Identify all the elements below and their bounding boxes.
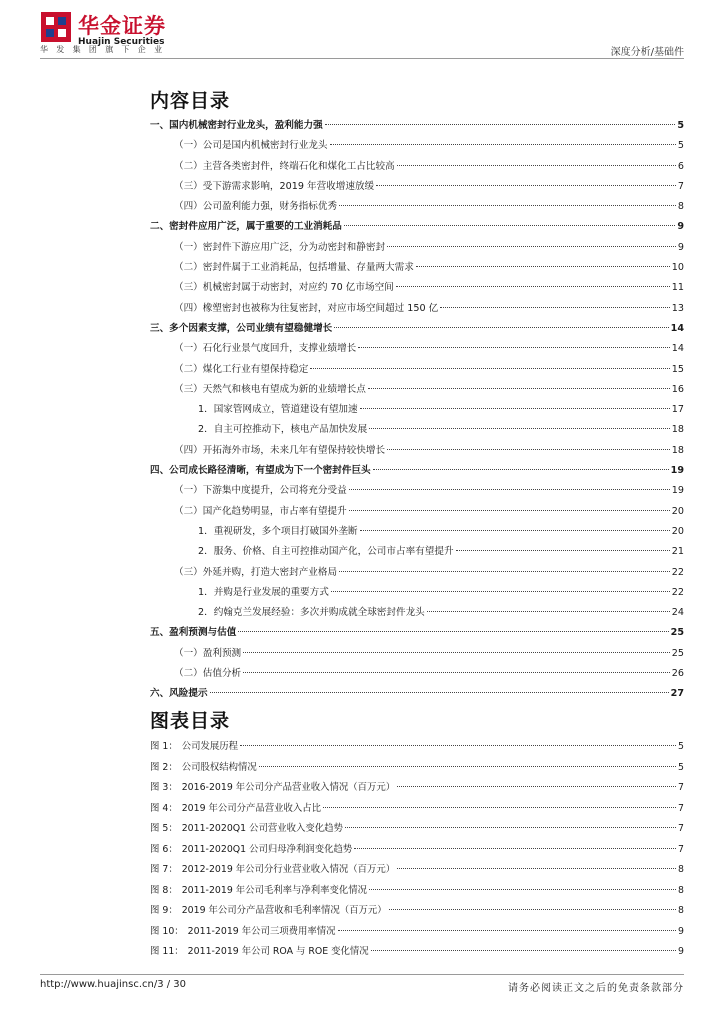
toc-entry[interactable]: [150, 441, 684, 461]
dot-leader: [338, 930, 677, 931]
toc-entry-page: 22: [671, 566, 684, 578]
footer-url-page[interactable]: http://www.huajinsc.cn/3 / 30: [40, 979, 187, 990]
toc-entry[interactable]: [150, 157, 684, 177]
dot-leader: [349, 510, 670, 511]
dot-leader: [456, 550, 670, 551]
toc-entry[interactable]: [150, 197, 684, 217]
dot-leader: [331, 591, 670, 592]
dot-leader: [330, 144, 676, 145]
dot-leader: [238, 631, 668, 632]
figure-entry[interactable]: [150, 901, 684, 922]
toc-entry-page: 18: [671, 424, 684, 436]
toc-entry-title: 1．重视研发，多个项目打破国外垄断: [198, 525, 358, 537]
toc-entry-title: 1．国家管网成立，管道建设有望加速: [198, 404, 358, 416]
toc-entry-title: （二）国产化趋势明显，市占率有望提升: [174, 505, 347, 517]
figure-page: 8: [678, 864, 684, 875]
dot-leader: [389, 909, 676, 910]
toc-entry-title: 2．服务、价格、自主可控推动国产化，公司市占率有望提升: [198, 546, 454, 558]
toc-entry-title: 二、密封件应用广泛，属于重要的工业消耗品: [150, 221, 342, 233]
toc-entry-page: 5: [677, 120, 684, 131]
toc-entry-title: （二）估值分析: [174, 668, 242, 680]
toc-entry-title: （三）机械密封属于动密封，对应约 70 亿市场空间: [174, 282, 394, 294]
figure-entry[interactable]: [150, 799, 684, 820]
figure-page: 5: [678, 761, 684, 773]
figure-entry[interactable]: [150, 881, 684, 902]
toc-entry-title: （三）天然气和核电有望成为新的业绩增长点: [174, 383, 366, 395]
toc-entry[interactable]: [150, 420, 684, 440]
figures-title: 图表目录: [150, 710, 231, 732]
dot-leader: [349, 489, 670, 490]
toc-entry[interactable]: [150, 522, 684, 542]
toc-entry[interactable]: [150, 481, 684, 501]
dot-leader: [259, 766, 676, 767]
dot-leader: [427, 611, 670, 612]
dot-leader: [416, 266, 670, 267]
toc-entry-page: 25: [671, 647, 684, 659]
dot-leader: [373, 469, 669, 470]
dot-leader: [368, 388, 670, 389]
toc-entry[interactable]: [150, 299, 684, 319]
figure-page: 5: [678, 741, 684, 752]
toc-entry[interactable]: [150, 278, 684, 298]
toc-entry-title: 1．并购是行业发展的重要方式: [198, 586, 329, 598]
toc-entry-page: 8: [677, 201, 684, 213]
figure-title: 2019 年公司分产品营收和毛利率情况（百万元）: [181, 905, 387, 916]
toc-entry-page: 15: [671, 363, 684, 375]
toc-entry-title: （一）石化行业景气度回升，支撑业绩增长: [174, 343, 357, 355]
toc-entry-page: 11: [671, 282, 684, 294]
toc-entry[interactable]: [150, 116, 684, 136]
toc-entry-title: 2．约翰克兰发展经验：多次并购成就全球密封件龙头: [198, 607, 425, 619]
toc-entry-page: 18: [671, 444, 684, 456]
figure-label: 图 5：: [150, 823, 178, 834]
dot-leader: [243, 652, 670, 653]
toc-entry-page: 22: [671, 586, 684, 598]
figure-title: 公司股权结构情况: [181, 761, 257, 773]
toc-entry-title: （一）下游集中度提升，公司将充分受益: [174, 485, 347, 497]
dot-leader: [369, 889, 676, 890]
figure-title: 2011-2020Q1 公司营业收入变化趋势: [181, 823, 343, 834]
toc-entry-page: 14: [671, 343, 684, 355]
toc-entry-title: （二）密封件属于工业消耗品，包括增量、存量两大需求: [174, 262, 414, 274]
contents-title: 内容目录: [150, 90, 231, 112]
figure-title: 公司发展历程: [181, 741, 238, 752]
toc-entry-title: 2．自主可控推动下，核电产品加快发展: [198, 424, 368, 436]
figure-label: 图 3：: [150, 782, 178, 793]
dot-leader: [397, 165, 676, 166]
toc-entry[interactable]: [150, 217, 684, 237]
figure-entry[interactable]: [150, 860, 684, 881]
toc-entry[interactable]: [150, 623, 684, 643]
toc-entry-page: 14: [670, 322, 684, 334]
toc-entry[interactable]: [150, 542, 684, 562]
dot-leader: [243, 672, 670, 673]
toc-entry-title: （二）主营各类密封件，终端石化和煤化工占比较高: [174, 160, 395, 172]
toc-entry-page: 20: [671, 505, 684, 517]
toc-entry-title: （三）受下游需求影响，2019 年营收增速放缓: [174, 180, 375, 192]
figure-title: 2011-2020Q1 公司归母净利润变化趋势: [181, 843, 353, 855]
toc-entry[interactable]: [150, 177, 684, 197]
figure-entry[interactable]: [150, 922, 684, 943]
dot-leader: [325, 124, 676, 125]
toc-entry-page: 21: [671, 546, 684, 558]
dot-leader: [345, 827, 676, 828]
toc-entry[interactable]: [150, 136, 684, 156]
toc-entry-title: 六、风险提示: [150, 688, 208, 700]
huajin-logo-icon: [40, 11, 72, 43]
figure-page: 7: [678, 802, 684, 814]
toc-entry-page: 10: [671, 262, 684, 274]
toc-entry-page: 9: [677, 241, 684, 253]
dot-leader: [387, 449, 670, 450]
toc-entry-page: 24: [671, 607, 684, 619]
toc-entry[interactable]: [150, 400, 684, 420]
dot-leader: [397, 868, 676, 869]
toc-entry-title: 四、公司成长路径清晰，有望成为下一个密封件巨头: [150, 465, 371, 477]
toc-entry-page: 7: [677, 180, 684, 192]
figure-title: 2019 年公司分产品营业收入占比: [181, 802, 322, 814]
toc-entry-page: 13: [671, 302, 684, 314]
toc-entry[interactable]: [150, 502, 684, 522]
toc-entry[interactable]: [150, 339, 684, 359]
toc-entry[interactable]: [150, 238, 684, 258]
dot-leader: [387, 246, 676, 247]
brand-name-cn: 华金证券: [78, 14, 166, 38]
toc-entry[interactable]: [150, 461, 684, 481]
dot-leader: [358, 347, 670, 348]
toc-entry[interactable]: [150, 583, 684, 603]
dot-leader: [360, 408, 670, 409]
toc-entry[interactable]: [150, 644, 684, 664]
figure-page: 9: [678, 925, 684, 937]
figure-entry[interactable]: [150, 840, 684, 861]
toc-entry-page: 6: [677, 160, 684, 172]
toc-entry-title: 五、盈利预测与估值: [150, 627, 237, 639]
toc-entry-page: 5: [677, 140, 684, 152]
dot-leader: [397, 786, 676, 787]
figure-page: 8: [678, 905, 684, 916]
dot-leader: [323, 807, 676, 808]
figure-page: 7: [678, 843, 684, 855]
toc-entry-page: 16: [671, 383, 684, 395]
footer-disclaimer: 请务必阅读正文之后的免责条款部分: [508, 983, 684, 994]
figure-entry[interactable]: [150, 819, 684, 840]
dot-leader: [210, 692, 669, 693]
figure-label: 图 2：: [150, 761, 178, 773]
figure-page: 7: [678, 823, 684, 834]
figure-title: 2011-2019 年公司毛利率与净利率变化情况: [181, 884, 368, 896]
toc-entry-title: （二）煤化工行业有望保持稳定: [174, 363, 309, 375]
figure-entry[interactable]: [150, 942, 684, 963]
toc-entry[interactable]: [150, 603, 684, 623]
report-type: 深度分析/基础件: [610, 47, 684, 58]
figure-entry[interactable]: [150, 737, 684, 758]
toc-entry[interactable]: [150, 664, 684, 684]
toc-entry-title: 三、多个因素支撑，公司业绩有望稳健增长: [150, 322, 333, 334]
toc-entry-page: 20: [671, 525, 684, 537]
toc-entry-page: 19: [670, 465, 684, 477]
toc-entry-title: （四）橡塑密封也被称为往复密封，对应市场空间超过 150 亿: [174, 302, 439, 314]
dot-leader: [371, 950, 676, 951]
figure-title: 2011-2019 年公司三项费用率情况: [187, 925, 336, 937]
dot-leader: [396, 286, 670, 287]
dot-leader: [240, 745, 676, 746]
dot-leader: [376, 185, 676, 186]
figure-label: 图 9：: [150, 905, 178, 916]
footer-divider: [40, 974, 684, 975]
toc-entry[interactable]: [150, 380, 684, 400]
toc-entry-page: 19: [671, 485, 684, 497]
figure-title: 2016-2019 年公司分产品营业收入情况（百万元）: [181, 782, 396, 793]
toc-entry-page: 9: [677, 221, 684, 233]
toc-entry[interactable]: [150, 563, 684, 583]
brand-tagline: 华发集团旗下企业: [40, 45, 171, 54]
toc-entry-title: （一）盈利预测: [174, 647, 242, 659]
toc-entry-page: 27: [670, 688, 684, 700]
dot-leader: [344, 225, 675, 226]
toc-entry[interactable]: [150, 319, 684, 339]
brand-name-en: Huajin Securities: [78, 37, 165, 47]
figure-page: 9: [678, 946, 684, 957]
figure-label: 图 6：: [150, 843, 178, 855]
toc-entry-title: （四）开拓海外市场，未来几年有望保持较快增长: [174, 444, 386, 456]
figure-label: 图 8：: [150, 884, 178, 896]
dot-leader: [310, 368, 669, 369]
toc-entry-page: 26: [671, 668, 684, 680]
toc-entry[interactable]: [150, 360, 684, 380]
toc-entry-title: （三）外延并购，打造大密封产业格局: [174, 566, 338, 578]
toc-entry-title: 一、国内机械密封行业龙头，盈利能力强: [150, 120, 323, 131]
toc-entry-title: （一）密封件下游应用广泛，分为动密封和静密封: [174, 241, 386, 253]
toc-entry[interactable]: [150, 684, 684, 704]
figure-title: 2011-2019 年公司 ROA 与 ROE 变化情况: [187, 946, 369, 957]
dot-leader: [334, 327, 668, 328]
header-divider: [40, 58, 684, 59]
figure-label: 图 4：: [150, 802, 178, 814]
dot-leader: [369, 428, 670, 429]
toc-entry[interactable]: [150, 258, 684, 278]
figure-label: 图 11：: [150, 946, 184, 957]
figure-label: 图 10：: [150, 925, 184, 937]
dot-leader: [339, 571, 670, 572]
figure-label: 图 1：: [150, 741, 178, 752]
figures-list: [150, 737, 684, 963]
figure-page: 7: [678, 782, 684, 793]
contents-list: [150, 116, 684, 705]
figure-page: 8: [678, 884, 684, 896]
figure-label: 图 7：: [150, 864, 178, 875]
toc-entry-title: （一）公司是国内机械密封行业龙头: [174, 140, 328, 152]
dot-leader: [360, 530, 670, 531]
toc-entry-title: （四）公司盈利能力强，财务指标优秀: [174, 201, 338, 213]
dot-leader: [339, 205, 676, 206]
toc-entry-page: 25: [670, 627, 684, 639]
dot-leader: [354, 848, 676, 849]
figure-entry[interactable]: [150, 758, 684, 779]
toc-entry-page: 17: [671, 404, 684, 416]
figure-entry[interactable]: [150, 778, 684, 799]
figure-title: 2012-2019 年公司分行业营业收入情况（百万元）: [181, 864, 396, 875]
dot-leader: [440, 307, 670, 308]
